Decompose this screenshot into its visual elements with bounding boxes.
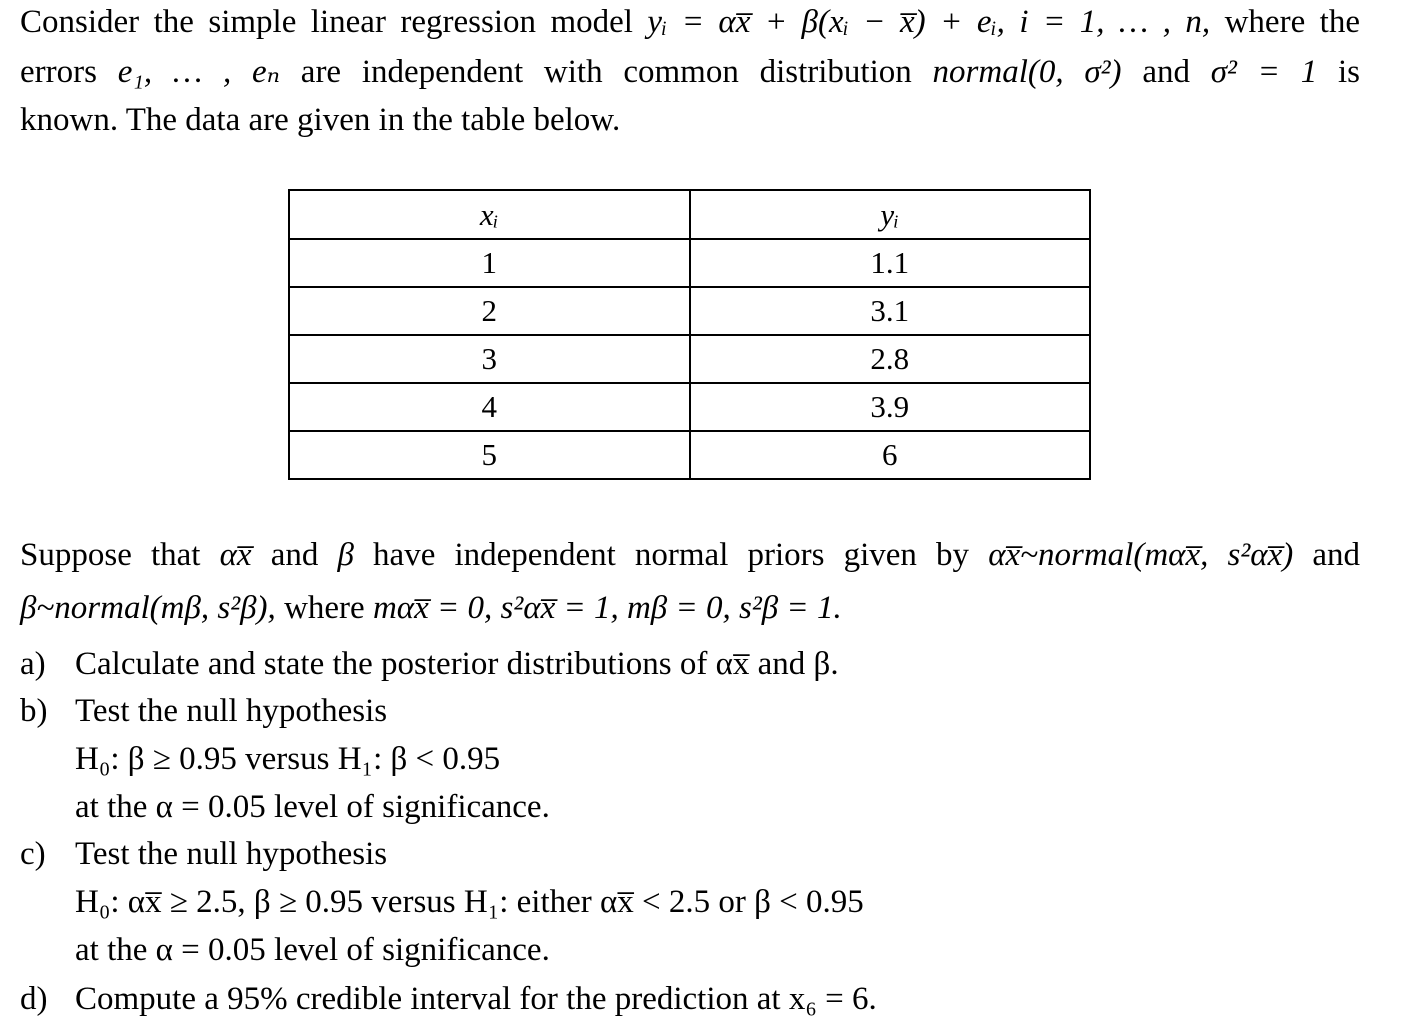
data-table: [288, 189, 1091, 480]
table-row: 5 6: [289, 431, 1090, 479]
prior-line-2: β~normal(mβ, s²β), where mαx̅ = 0, s²αx̅ = 1, mβ = 0, s²β = 1.: [20, 590, 842, 626]
question-d-text: Compute a 95% credible interval for the prediction at x₆ = 6.: [75, 981, 877, 1017]
question-c-level: at the α = 0.05 level of significance.: [75, 932, 550, 968]
question-a-label: a): [20, 646, 46, 682]
question-c-text: Test the null hypothesis: [75, 836, 388, 872]
table-row: 1 1.1: [289, 239, 1090, 287]
question-b-label: b): [20, 693, 48, 729]
table-header-row: [289, 190, 1090, 239]
header-x: xᵢ: [289, 190, 690, 239]
intro-line-3: known. The data are given in the table below.: [20, 102, 621, 138]
question-b-text: Test the null hypothesis: [75, 693, 388, 729]
prior-line-1: Suppose that αx̅ and β have independent normal priors given by αx̅~normal(mαx̅, s²αx̅) and: [20, 537, 1360, 573]
table-row: 4 3.9: [289, 383, 1090, 431]
question-c-hypothesis: H₀: αx̅ ≥ 2.5, β ≥ 0.95 versus H₁: either αx̅ < 2.5 or β < 0.95: [75, 884, 864, 920]
table-row: 2 3.1: [289, 287, 1090, 335]
intro-line-1: Consider the simple linear regression model yᵢ = αx̅ + β(xᵢ − x̅) + eᵢ, i = 1, … , n, where the: [20, 4, 1360, 40]
question-b-hypothesis: H₀: β ≥ 0.95 versus H₁: β < 0.95: [75, 741, 501, 777]
table-row: 3 2.8: [289, 335, 1090, 383]
intro-line-2: errors e₁, … , eₙ are independent with common distribution normal(0, σ²) and σ² = 1 is: [20, 54, 1360, 90]
question-c-label: c): [20, 836, 46, 872]
question-d-label: d): [20, 981, 48, 1017]
question-a-text: Calculate and state the posterior distributions of αx̅ and β.: [75, 646, 839, 682]
header-y: yᵢ: [690, 190, 1091, 239]
model-equation: yᵢ = αx̅ + β(xᵢ − x̅) + eᵢ, i = 1, … , n,: [647, 4, 1211, 40]
question-b-level: at the α = 0.05 level of significance.: [75, 789, 550, 825]
